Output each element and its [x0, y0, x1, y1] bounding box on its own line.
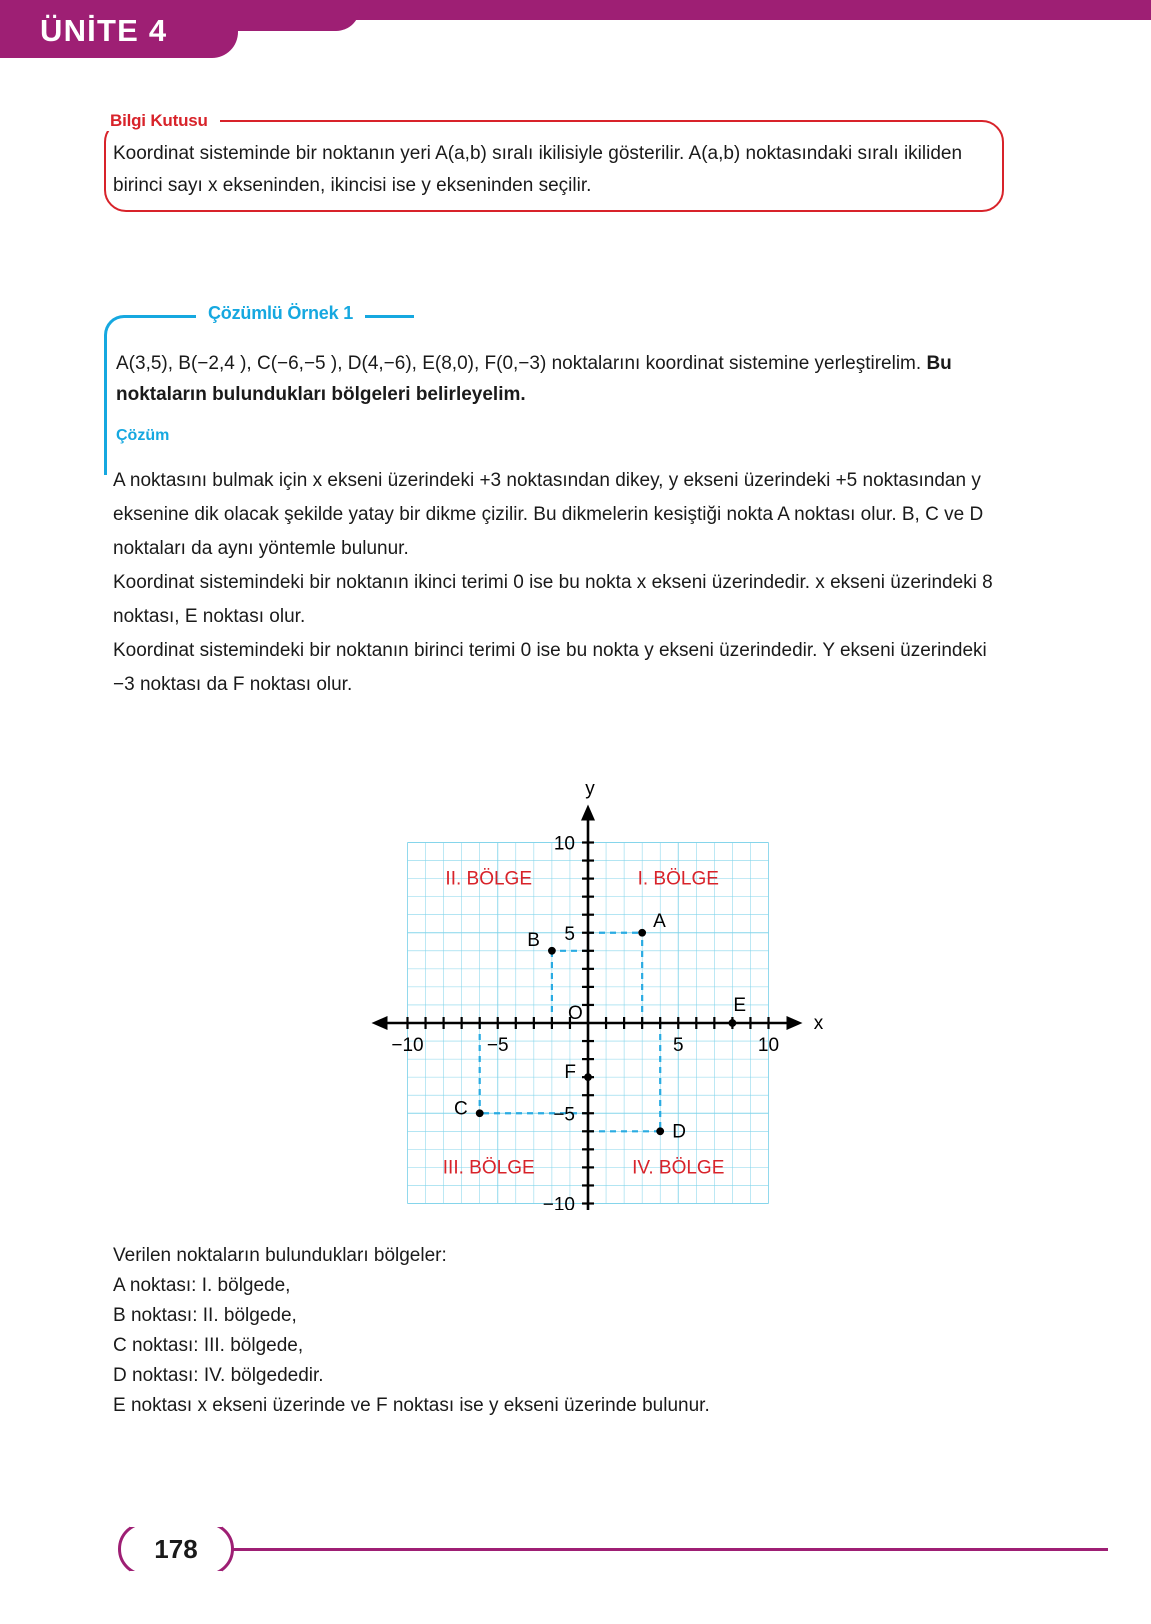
page-number-pill-gap-top: [130, 1519, 222, 1527]
svg-text:x: x: [813, 1013, 824, 1034]
chart-point-label-a: A: [653, 910, 666, 932]
svg-text:−10: −10: [542, 1194, 575, 1210]
coordinate-plane-chart: [330, 750, 830, 1210]
svg-text:III. BÖLGE: III. BÖLGE: [442, 1157, 535, 1179]
unit-title: ÜNİTE 4: [40, 13, 168, 48]
chart-point-d: [656, 1127, 664, 1135]
svg-text:5: 5: [672, 1035, 684, 1056]
example-points-line: A(3,5), B(−2,4 ), C(−6,−5 ), D(4,−6), E(8,0), F(0,−3) noktalarını koordinat sistemine yerleştirelim.: [116, 353, 922, 374]
page-header: [0, 0, 1151, 80]
svg-text:−5: −5: [486, 1035, 509, 1056]
chart-point-b: [548, 947, 556, 955]
example-title: Çözümlü Örnek 1: [196, 303, 365, 324]
chart-point-label-f: F: [564, 1062, 576, 1084]
chart-point-a: [638, 929, 646, 937]
svg-text:5: 5: [564, 923, 575, 945]
page-number-pill-gap-bottom: [130, 1571, 222, 1579]
solution-paragraph-3: Koordinat sistemindeki bir noktanın birinci terimi 0 ise bu nokta y ekseni üzerindedir. Y ekseni üzerindeki −3 noktası da F noktası olur.: [113, 640, 987, 695]
conclusion-line-1: A noktası: I. bölgede,: [113, 1275, 291, 1296]
chart-point-label-d: D: [672, 1121, 686, 1143]
svg-text:I. BÖLGE: I. BÖLGE: [637, 868, 719, 890]
chart-point-label-b: B: [527, 929, 540, 951]
svg-text:10: 10: [553, 833, 575, 855]
conclusion-line-3: C noktası: III. bölgede,: [113, 1335, 304, 1356]
info-box-body: Koordinat sisteminde bir noktanın yeri A(a,b) sıralı ikilisiyle gösterilir. A(a,b) noktasındaki sıralı ikiliden birinci sayı x ekseninden, ikincisi ise y ekseninden seçilir.: [113, 143, 963, 196]
conclusion-block: [113, 1241, 993, 1421]
chart-point-c: [476, 1109, 484, 1117]
example-points-statement: [116, 348, 996, 410]
chart-point-f: [584, 1073, 592, 1081]
solution-paragraph-1: A noktasını bulmak için x ekseni üzerindeki +3 noktasından dikey, y ekseni üzerindeki +5 noktasından y eksenine dik olacak şekilde yatay bir dikme çizilir. Bu dikmelerin kesiştiği nokta A noktası olur. B, C ve D noktaları da aynı yöntemle bulunur.: [113, 470, 984, 559]
conclusion-line-2: B noktası: II. bölgede,: [113, 1305, 297, 1326]
chart-point-label-c: C: [453, 1098, 468, 1120]
svg-text:O: O: [568, 1003, 583, 1024]
conclusion-line-5: E noktası x ekseni üzerinde ve F noktası ise y ekseni üzerinde bulunur.: [113, 1395, 710, 1416]
svg-text:IV. BÖLGE: IV. BÖLGE: [632, 1157, 725, 1179]
chart-point-label-e: E: [733, 995, 747, 1016]
footer-rule: [228, 1548, 1108, 1551]
svg-text:−10: −10: [391, 1035, 424, 1056]
svg-text:10: 10: [757, 1035, 780, 1056]
svg-text:II. BÖLGE: II. BÖLGE: [445, 868, 533, 890]
svg-text:y: y: [585, 778, 595, 800]
solution-label: Çözüm: [116, 427, 170, 444]
solution-paragraph-2: Koordinat sistemindeki bir noktanın ikinci terimi 0 ise bu nokta x ekseni üzerindedir. x ekseni üzerindeki 8 noktası, E noktası olur.: [113, 572, 993, 627]
example-points-line-bold: Bu noktaların bulundukları bölgeleri belirleyelim.: [116, 353, 952, 405]
conclusion-line-4: D noktası: IV. bölgededir.: [113, 1365, 324, 1386]
chart-point-e: [729, 1019, 737, 1027]
info-box-title: Bilgi Kutusu: [98, 111, 220, 131]
svg-text:−5: −5: [553, 1104, 575, 1126]
conclusion-intro: Verilen noktaların bulundukları bölgeler:: [113, 1245, 447, 1266]
page-number: 178: [154, 1534, 198, 1564]
coordinate-plane-svg: [330, 750, 830, 1210]
chart-tick-labels: [391, 779, 823, 1211]
